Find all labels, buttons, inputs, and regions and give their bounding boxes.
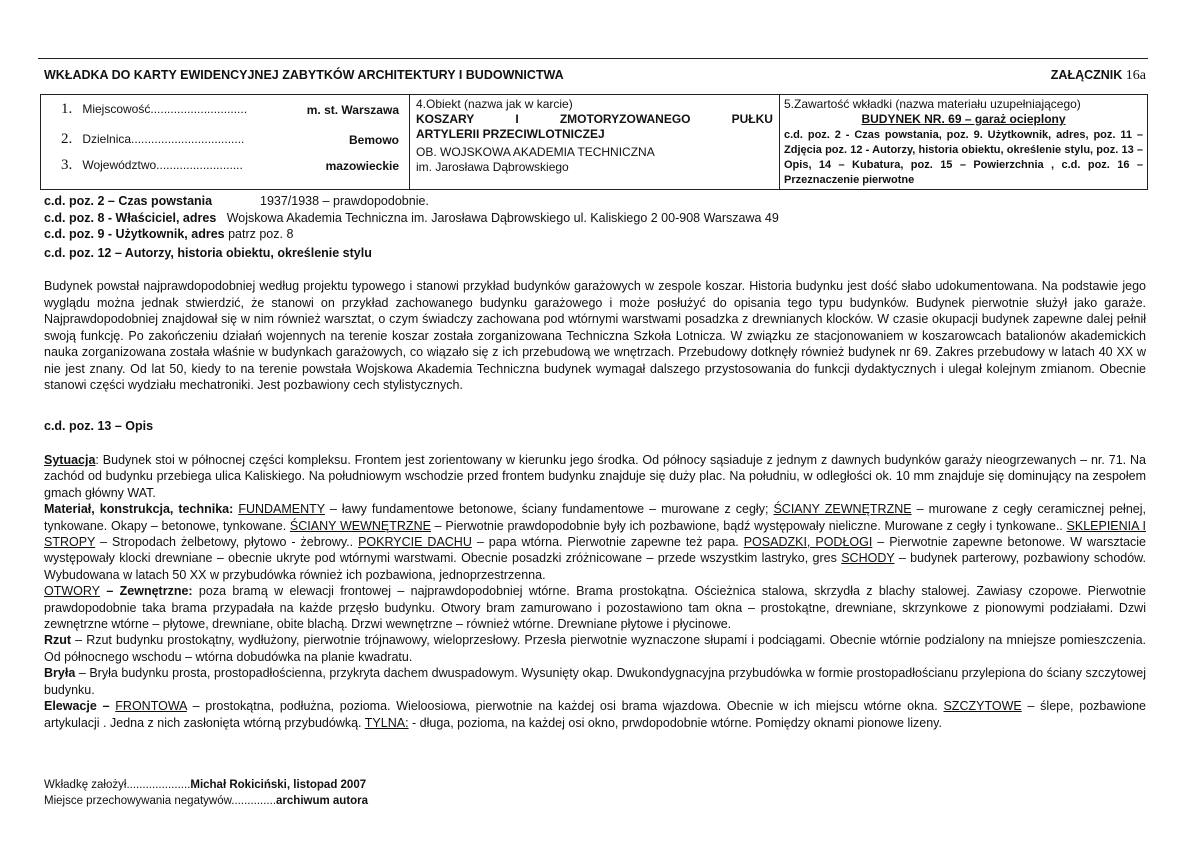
town-label: Miejscowość............................. [82, 102, 248, 116]
object-name-line1 [416, 112, 773, 126]
cd-poz-9 [44, 227, 293, 241]
posadzki-text: – Pierwotnie zapewne betonowe. W warsztacie występowały klocki drewniane – obecnie ukryte pod wtórnymi warstwami. Obecnie posadzki zróżnicowane – przede wszystkim lastryko, gres [44, 535, 1147, 566]
voivodeship-value: mazowieckie [325, 159, 399, 173]
row-number: 1. [61, 101, 73, 117]
otwory-text: poza bramą w elewacji frontowej – najprawdopodobniej wtórne. Brama prostokątna. Ościeżnica stalowa, skrzydła z blachy stalowej. Zawiasy czopowe. Pierwotnie prawdopodobnie taka brama przypadała na każde przęsło budynku. Otwory bram zamurowano i pozostawiono tam okna – prostokątne, drewniane, skrzynkowe z pionowymi podziałami. Dzwi zewnętrzne wtórne – płytowe, drewniane, obite blachą. Drzwi wewnętrzne – również wtórne. Drewniane płytowe i płycinowe. [44, 584, 1146, 632]
object-name-line2: ARTYLERII PRZECIWLOTNICZEJ [416, 127, 605, 141]
attachment-label-text: ZAŁĄCZNIK [1050, 68, 1126, 82]
description-paragraph [44, 452, 1146, 731]
cd-poz-8-label: c.d. poz. 8 - Właściciel, adres [44, 211, 217, 225]
attachment-number: 16a [1125, 68, 1146, 83]
cd-poz-9-label: c.d. poz. 9 - Użytkownik, adres [44, 227, 225, 241]
posadzki-term: POSADZKI, PODŁOGI [743, 535, 873, 550]
row-number: 2. [61, 131, 73, 147]
material-label: Materiał, konstrukcja, technika: [44, 502, 234, 517]
contents-box [780, 94, 1148, 190]
row-number: 3. [61, 157, 73, 173]
tylna-term: TYLNA: [364, 715, 409, 730]
author-value: Michał Rokiciński, listopad 2007 [190, 779, 367, 791]
location-row-voivodeship [61, 157, 401, 174]
object-name-word: KOSZARY [416, 112, 475, 126]
szczytowe-text: – ślepe, pozbawione artykulacji . Jedna z nich zasłonięta wtórną przybudówką. [44, 699, 1146, 730]
cd-poz-12-label: c.d. poz. 12 – Autorzy, historia obiektu, określenie stylu [44, 246, 372, 260]
building-title: BUDYNEK NR. 69 – garaż ocieplony [861, 112, 1066, 126]
fundamenty-term: FUNDAMENTY [238, 502, 325, 517]
zewnetrzne-label: – Zewnętrzne: [100, 584, 193, 599]
document-title: WKŁADKA DO KARTY EWIDENCYJNEJ ZABYTKÓW ARCHITEKTURY I BUDOWNICTWA [44, 68, 564, 82]
fundamenty-text: – ławy fundamentowe betonowe, ściany fundamentowe – murowane z cegły; [324, 502, 774, 517]
sklepienia-term: SKLEPIENIA I STROPY [44, 518, 1146, 550]
object-institution: OB. WOJSKOWA AKADEMIA TECHNICZNA [416, 145, 655, 159]
otwory-term: OTWORY [44, 584, 101, 599]
sciany-wewnetrzne-term: ŚCIANY WEWNĘTRZNE [289, 518, 431, 533]
contents-label: 5.Zawartość wkładki (nazwa materiału uzupełniającego) [784, 97, 1081, 111]
sytuacja-label: Sytuacja [44, 453, 96, 467]
object-name-word: PUŁKU [731, 112, 773, 126]
town-value: m. st. Warszawa [306, 103, 399, 117]
district-value: Bemowo [348, 133, 399, 147]
location-row-district [61, 131, 401, 148]
top-rule [38, 58, 1148, 59]
cd-poz-9-value: patrz poz. 8 [228, 227, 294, 241]
attachment-label [1051, 68, 1146, 84]
rzut-label: Rzut [44, 633, 72, 648]
object-patron: im. Jarosława Dąbrowskiego [416, 160, 569, 174]
frontowa-text: – prostokątna, podłużna, pozioma. Wieloosiowa, pierwotnie na każdej osi brama wjazdowa. Obecnie w ich miejscu wtórne okna. [186, 699, 944, 714]
cd-poz-8-value: Wojskowa Akademia Techniczna im. Jarosława Dąbrowskiego ul. Kaliskiego 2 00-908 Warszawa 49 [226, 211, 779, 225]
cd-poz-8 [44, 211, 779, 225]
district-label: Dzielnica.................................. [82, 132, 245, 146]
bryla-label: Bryła [44, 666, 76, 681]
pokrycie-term: POKRYCIE DACHU [358, 535, 472, 550]
object-box [410, 94, 780, 190]
storage-value: archiwum autora [276, 795, 369, 807]
location-row-town [61, 101, 401, 118]
elewacje-label: Elewacje – [44, 699, 110, 714]
voivodeship-label: Województwo.......................... [82, 158, 243, 172]
szczytowe-term: SZCZYTOWE [943, 699, 1022, 714]
author-label: Wkładkę założył.................... [44, 779, 191, 791]
schody-text: – budynek parterowy, pozbawiony schodów. Wybudowana w latach 50 XX w przybudówka również ich pozbawiona, jednoprzestrzenna. [44, 551, 1146, 582]
contents-detail: c.d. poz. 2 - Czas powstania, poz. 9. Użytkownik, adres, poz. 11 – Zdjęcia poz. 12 - Autorzy, historia obiektu, określenie stylu, poz. 13 – Opis, 14 – Kubatura, poz. 15 – Powierzchnia , c.d. poz. 16 – Przeznaczenie pierwotne [784, 129, 1143, 186]
cd-poz-2 [44, 194, 429, 208]
schody-term: SCHODY [841, 551, 895, 566]
tylna-text: - długa, pozioma, na każdej osi okno, prwdopodobnie wtórne. Pomiędzy oknami pionowe lizeny. [408, 715, 942, 730]
frontowa-term: FRONTOWA [115, 699, 187, 714]
history-paragraph: Budynek powstał najprawdopodobniej według projektu typowego i stanowi przykład budynków garażowych w zespole koszar. Historia budynku jest dość słabo udokumentowana. Na podstawie jego wyglądu można jednak stwierdzić, że stanowi on przykład zachowanego budynku garażowego i może posłużyć do opisania tego typu budynków. Budynek pierwotnie służył jako garaże. Najprawdopodobniej znajdował się w nim również warsztat, o czym świadczy zachowana pod wtórnymi warstwami posadzka z drewnianych klocków. W czasie okupacji budynek zapewne dalej pełnił swoją funkcję. Po zakończeniu działań wojennych na terenie koszar została zorganizowana Techniczna Szkoła Lotnicza. W związku ze stacjonowaniem w koszarowcach batalionów akademickich nauka zorganizowana została właśnie w budynkach garażowych, co wiązało się z ich przebudową we wnętrzach. Przebudowy dotknęły również budynek nr 69. Zakres przebudowy w latach 40 XX w nie jest znany. Od lat 50, kiedy to na terenie powstała Wojskowa Akademia Techniczna budynek wymagał dalszego przystosowania do funkcji dydaktycznych i ulegał kolejnym zmianom. Obecnie stanowi części wydziału mechatroniki. Jest pozbawiony cech stylistycznych. [44, 279, 1146, 392]
poz-13-heading: c.d. poz. 13 – Opis [44, 419, 154, 433]
object-label: 4.Obiekt (nazwa jak w karcie) [416, 97, 573, 111]
rzut-text: – Rzut budynku prostokątny, wydłużony, pierwotnie trójnawowy, wieloprzesłowy. Przesła pierwotnie wyznaczone słupami i podciągami. Obecnie wtórnie podzialony na mniejsze pomieszczenia. Od północnego wschodu – wtórna dobudówka na planie kwadratu. [44, 633, 1146, 664]
sytuacja-text: : Budynek stoi w północnej części kompleksu. Frontem jest zorientowany w kierunku jego środka. Od północy sąsiaduje z jednym z dawnych budynków garaży nieogrzewanych – nr. 71. Na zachód od budynku przebiega ulica Kaliskiego. Na południowym wschodzie przed frontem budynku znajduje się duży plac. Na południu, w odległości ok. 10 mm znajduje się dominujący na zespołem gmach główny WAT. [44, 453, 1146, 500]
sklepienia-text: – Stropodach żelbetowy, płytowo - żebrowy.. [95, 535, 359, 550]
cd-poz-2-label: c.d. poz. 2 – Czas powstania [44, 194, 213, 208]
storage-line [44, 795, 368, 807]
sciany-wewnetrzne-text: – Pierwotnie prawdopodobnie były ich pozbawione, bądź występowały nieliczne. Murowane z cegły i tynkowane.. [430, 518, 1067, 533]
storage-label: Miejsce przechowywania negatywów.............. [44, 795, 277, 807]
sciany-zewnetrzne-term: ŚCIANY ZEWNĘTRZNE [773, 502, 912, 517]
cd-poz-12 [44, 246, 372, 260]
author-line [44, 779, 366, 791]
object-name-word: ZMOTORYZOWANEGO [559, 112, 691, 126]
location-box [40, 94, 410, 190]
object-name-word: I [515, 112, 519, 126]
pokrycie-text: – papa wtórna. Pierwotnie zapewne też papa. [471, 535, 744, 550]
sciany-zewnetrzne-text: – murowane z cegły ceramicznej pełnej, tynkowane. Okapy – betonowe, tynkowane. [44, 502, 1146, 533]
cd-poz-2-value: 1937/1938 – prawdopodobnie. [260, 194, 429, 208]
page-header [44, 68, 1146, 82]
bryla-text: – Bryła budynku prosta, prostopadłościenna, przykryta dachem dwuspadowym. Wysunięty okap. Dwukondygnacyjna przybudówka w formie prostopadłościanu przylepiona do ściany szczytowej budynku. [44, 666, 1146, 697]
